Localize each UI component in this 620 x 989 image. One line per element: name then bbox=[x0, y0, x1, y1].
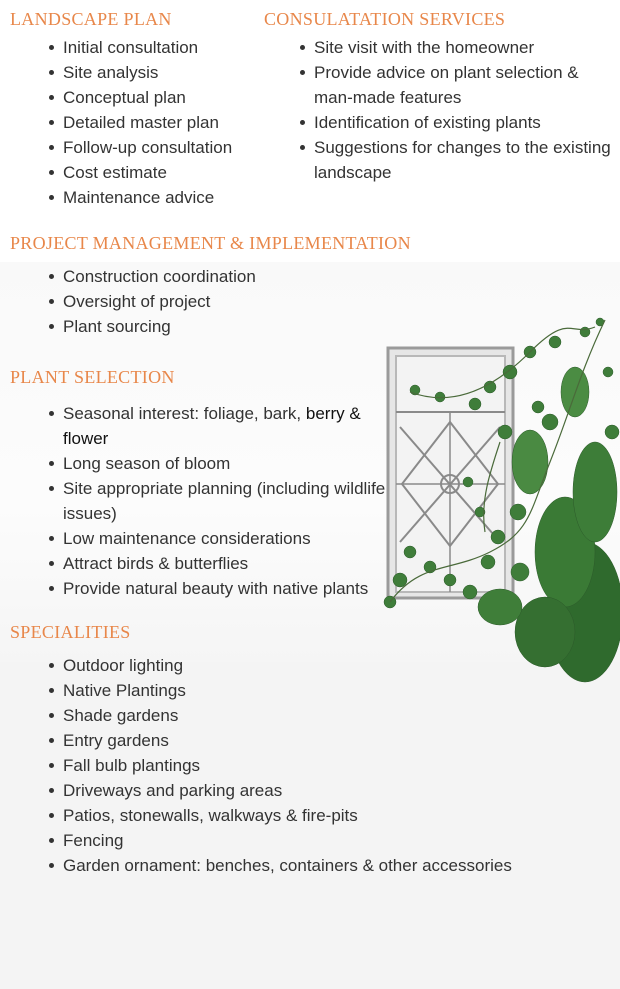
list-item: Oversight of project bbox=[63, 289, 363, 314]
list-item: Detailed master plan bbox=[63, 110, 293, 135]
specialities-heading: SPECIALITIES bbox=[10, 622, 131, 642]
specialities-list bbox=[49, 653, 620, 878]
list-item: Long season of bloom bbox=[63, 451, 403, 476]
list-item: Patios, stonewalls, walkways & fire-pits bbox=[63, 803, 620, 828]
list-item-text-emphasis: flower bbox=[63, 429, 109, 448]
list-item: Cost estimate bbox=[63, 160, 293, 185]
list-item-text-emphasis: berry & bbox=[305, 404, 361, 423]
list-item: Follow-up consultation bbox=[63, 135, 293, 160]
consultation-services-list bbox=[300, 35, 614, 185]
list-item: Conceptual plan bbox=[63, 85, 293, 110]
list-item: Garden ornament: benches, containers & other accessories bbox=[63, 853, 620, 878]
list-item: Entry gardens bbox=[63, 728, 620, 753]
list-item: Driveways and parking areas bbox=[63, 778, 620, 803]
list-item: Fall bulb plantings bbox=[63, 753, 620, 778]
landscape-plan-heading: LANDSCAPE PLAN bbox=[10, 9, 172, 29]
list-item: Site analysis bbox=[63, 60, 293, 85]
project-management-heading: PROJECT MANAGEMENT & IMPLEMENTATION bbox=[10, 233, 411, 253]
list-item: Provide natural beauty with native plants bbox=[63, 576, 403, 601]
list-item-text: Seasonal interest: foliage, bark, bbox=[63, 404, 302, 423]
list-item: Construction coordination bbox=[63, 264, 363, 289]
list-item bbox=[63, 401, 403, 451]
list-item: Identification of existing plants bbox=[314, 110, 614, 135]
list-item: Fencing bbox=[63, 828, 620, 853]
consultation-services-heading: CONSULATATION SERVICES bbox=[264, 9, 506, 29]
list-item: Provide advice on plant selection & man-made features bbox=[314, 60, 614, 110]
landscape-plan-list bbox=[49, 35, 293, 210]
list-item: Native Plantings bbox=[63, 678, 620, 703]
list-item: Site appropriate planning (including wildlife issues) bbox=[63, 476, 403, 526]
list-item: Low maintenance considerations bbox=[63, 526, 403, 551]
list-item: Suggestions for changes to the existing landscape bbox=[314, 135, 614, 185]
ivy-window-image bbox=[380, 312, 620, 692]
list-item: Initial consultation bbox=[63, 35, 293, 60]
list-item: Outdoor lighting bbox=[63, 653, 620, 678]
list-item: Attract birds & butterflies bbox=[63, 551, 403, 576]
project-management-list bbox=[49, 264, 363, 339]
list-item: Maintenance advice bbox=[63, 185, 293, 210]
plant-selection-list bbox=[49, 401, 403, 601]
list-item: Shade gardens bbox=[63, 703, 620, 728]
list-item: Plant sourcing bbox=[63, 314, 363, 339]
plant-selection-heading: PLANT SELECTION bbox=[10, 367, 175, 387]
list-item: Site visit with the homeowner bbox=[314, 35, 614, 60]
